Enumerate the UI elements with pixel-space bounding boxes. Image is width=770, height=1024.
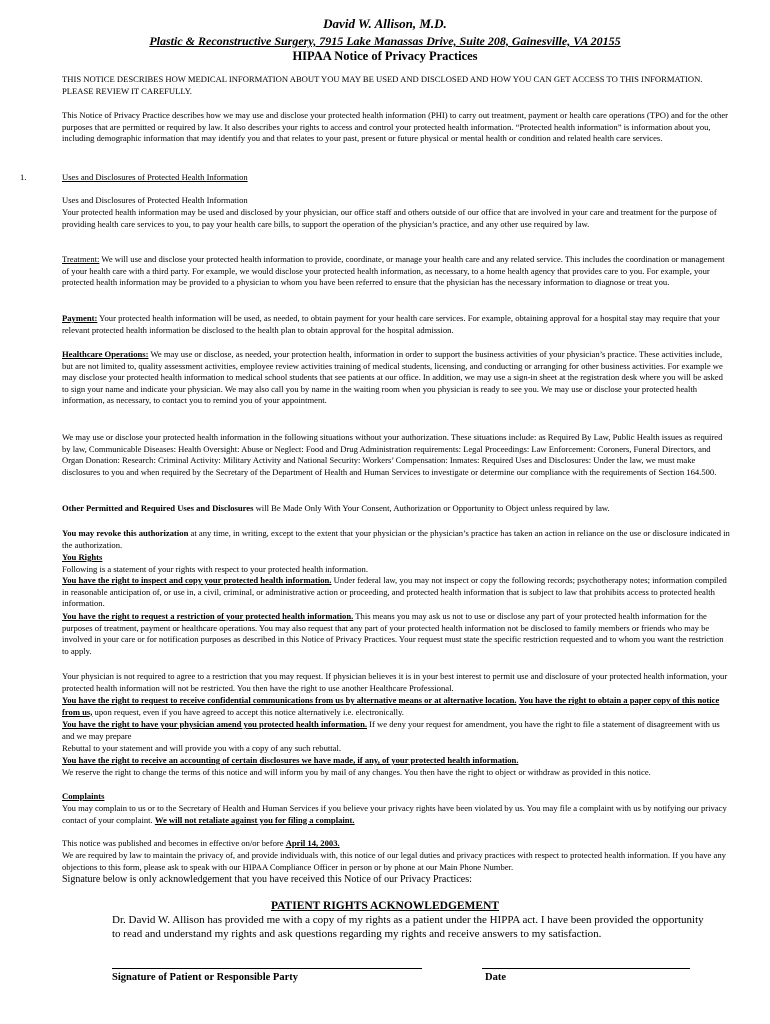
date-line[interactable] xyxy=(482,968,690,969)
operations-label: Healthcare Operations: xyxy=(62,349,149,359)
no-retaliation: We will not retaliate against you for filing a complaint. xyxy=(154,814,355,825)
complaints-text: You may complain to us or to the Secretary of Health and Human Services if you believe your privacy rights have been violated by us. You may file a complaint with us by notifying our privacy contact of your complaint. xyxy=(62,803,727,825)
document-title: HIPAA Notice of Privacy Practices xyxy=(292,49,478,63)
rebuttal-line: Rebuttal to your statement and will provide you with a copy of any such rebuttal. xyxy=(62,743,341,753)
operations-text: We may use or disclose, as needed, your protection health, information in order to support the business activities of your physician’s practice. These activities include, but are not limited to, quality assessment activities, employee review activities training of medical students, licensing, and conducting or arranging for other business activities. For example we may disclose your protected health information to medical school students that see patients at our office. In addition, we may use a sign-in sheet at the registration desk where you will be asked to sign your name and indicate your physician. We may also call you by name in the waiting room when you physician is ready to see you. We may use or disclose your protected health information, as necessary, to contact you to remind you of your appointment. xyxy=(62,349,723,406)
treatment-paragraph xyxy=(62,254,730,289)
amend-text: If we deny your request for amendment, you have the right to file a statement of disagreement with us and we may prepare xyxy=(62,719,720,741)
other-uses-paragraph xyxy=(62,503,730,515)
acknowledgement-body: Dr. David W. Allison has provided me with a copy of my rights as a patient under the HIPPA act. I have been provided the opportunity to read and understand my rights and ask questions regarding my rights and receive answers to my satisfaction. xyxy=(112,914,704,940)
revoke-paragraph xyxy=(62,528,730,551)
revoke-label: You may revoke this authorization xyxy=(62,528,189,538)
treatment-label: Treatment: xyxy=(62,254,100,264)
signature-note: Signature below is only acknowledgement that you have received this Notice of our Privacy Practices: xyxy=(62,874,472,885)
treatment-text: We will use and disclose your protected health information to provide, coordinate, or manage your health care and any related service. This includes the coordination or management of your health care with a third party. For example, we would disclose your protected health information, as necessary, to a home health agency that provides care to you. For example, your protected health information may be provided to a physician to whom you have been referred to ensure that the physician has the necessary information to diagnose or treat you. xyxy=(62,254,725,288)
operations-paragraph xyxy=(62,349,730,407)
paper-copy-text: upon request, even if you have agreed to accept this notice alternatively i.e. electronically. xyxy=(92,706,404,717)
amend-label: You have the right to have your physician amend you protected health information. xyxy=(62,719,368,729)
complaints-paragraph xyxy=(62,803,730,826)
restrict-paragraph xyxy=(62,611,730,657)
signature-line[interactable] xyxy=(112,968,422,969)
payment-label: Payment: xyxy=(62,313,98,323)
not-required-paragraph: Your physician is not required to agree to a restriction that you may request. If physician believes it is in your best interest to permit use and disclosure of your protected health information, your protected health information will not be restricted. You then have the right to use another Healthcare Professional. xyxy=(62,671,728,693)
practice-address: Plastic & Reconstructive Surgery, 7915 Lake Manassas Drive, Suite 208, Gainesville, VA 20155 xyxy=(149,34,621,48)
effective-date: April 14, 2003. xyxy=(285,838,340,848)
inspect-paragraph xyxy=(62,575,730,610)
payment-paragraph xyxy=(62,313,730,336)
payment-text: Your protected health information will be used, as needed, to obtain payment for your health care services. For example, obtaining approval for a hospital stay may require that your relevant protected health information be disclosed to the health plan to obtain approval for the hospital admission. xyxy=(62,313,720,335)
inspect-text: Under federal law, you may not inspect or copy the following records; psychotherapy notes; information compiled in reasonable anticipation of, or use in, a civil, criminal, or administrative action or proceeding, and protected health information that is subject to law that prohibits access to protected health information. xyxy=(62,575,727,609)
signature-label: Signature of Patient or Responsible Party xyxy=(112,972,298,983)
rights-statement: Following is a statement of your rights with respect to your protected health information. xyxy=(62,564,368,574)
reserve-paragraph: We reserve the right to change the terms of this notice and will inform you by mail of any changes. You then have the right to object or withdraw as provided in this notice. xyxy=(62,767,651,777)
intro-paragraph: This Notice of Privacy Practice describes how we may use and disclose your protected health information (PHI) to carry out treatment, payment or health care operations (TPO) and for the other purposes that are permitted or required by law. It also describes your rights to access and control your protected health information. “Protected health information” is information about you, including demographic information that may identify you and that relates to your past, present or future physical or mental health or condition and related health care services. xyxy=(62,110,729,144)
restrict-text: This means you may ask us not to use or disclose any part of your protected health information for the purposes of treatment, payment or healthcare operations. You may also request that any part of your protected health information not be disclosed to family members or friends who may be involved in your care or for notification purposes as described in this Notice of Privacy Practices. Your request must state the specific restriction requested and to whom you want the restriction to apply. xyxy=(62,611,724,656)
confidential-paragraph xyxy=(62,695,730,718)
confidential-label: You have the right to request to receive confidential communications from us by alternative means or at alternative location. xyxy=(62,695,517,705)
effective-text: This notice was published and becomes in effective on/or before xyxy=(62,838,286,848)
section-subheading: Uses and Disclosures of Protected Health Information xyxy=(62,195,248,205)
inspect-label: You have the right to inspect and copy your protected health information. xyxy=(62,575,332,585)
section-body: Your protected health information may be used and disclosed by your physician, our office staff and others outside of our office that are involved in your care and treatment for the purpose of providing health care services to you, to pay your health care bills, to support the operation of the physician’s practice, and any other use required by law. xyxy=(62,207,717,229)
required-paragraph: We are required by law to maintain the privacy of, and provide individuals with, this notice of our legal duties and privacy practices with respect to protected health information. If you have any objections to this form, please ask to speak with our HIPAA Compliance Officer in person or by phone at our Main Phone Number. xyxy=(62,850,726,872)
section-heading: Uses and Disclosures of Protected Health Information xyxy=(62,172,248,182)
date-label: Date xyxy=(485,972,506,983)
without-authorization-paragraph: We may use or disclose your protected health information in the following situations without your authorization. These situations include: as Required By Law, Public Health issues as required by law, Communicable Diseases: Health Oversight: Abuse or Neglect: Food and Drug Administration requirements: Legal Proceedings: Law Enforcement: Coroners, Funeral Directors, and Organ Donation: Research: Criminal Activity: Military Activity and National Security: Workers’ Compensation: Inmates: Required Uses and Disclosures: Under the law, we must make disclosures to you and when required by the Secretary of the Department of Health and Human Services to investigate or determine our compliance with the requirements of Section 164.500. xyxy=(62,432,723,477)
other-uses-text: will Be Made Only With Your Consent, Authorization or Opportunity to Object unless required by law. xyxy=(253,503,610,513)
paper-copy-label: You have the right to obtain a paper copy of this notice from us, xyxy=(62,695,720,717)
other-uses-label: Other Permitted and Required Uses and Disclosures xyxy=(62,503,254,513)
effective-line xyxy=(62,838,730,850)
amend-paragraph xyxy=(62,719,730,742)
acknowledgement-title: PATIENT RIGHTS ACKNOWLEDGEMENT xyxy=(270,900,500,912)
section-number: 1. xyxy=(20,172,27,182)
revoke-text: at any time, in writing, except to the extent that your physician or the physician’s practice has taken an action in reliance on the use or disclosure indicated in the authorization. xyxy=(62,528,730,550)
notice-caps: THIS NOTICE DESCRIBES HOW MEDICAL INFORMATION ABOUT YOU MAY BE USED AND DISCLOSED AND HOW YOU CAN GET ACCESS TO THIS INFORMATION. PLEASE REVIEW IT CAREFULLY. xyxy=(62,74,703,96)
doctor-name: David W. Allison, M.D. xyxy=(323,16,447,31)
restrict-label: You have the right to request a restriction of your protected health information. xyxy=(62,611,354,621)
rights-heading: You Rights xyxy=(62,552,103,562)
complaints-heading: Complaints xyxy=(62,791,105,801)
accounting-line: You have the right to receive an accounting of certain disclosures we have made, if any, of your protected health information. xyxy=(62,755,519,765)
